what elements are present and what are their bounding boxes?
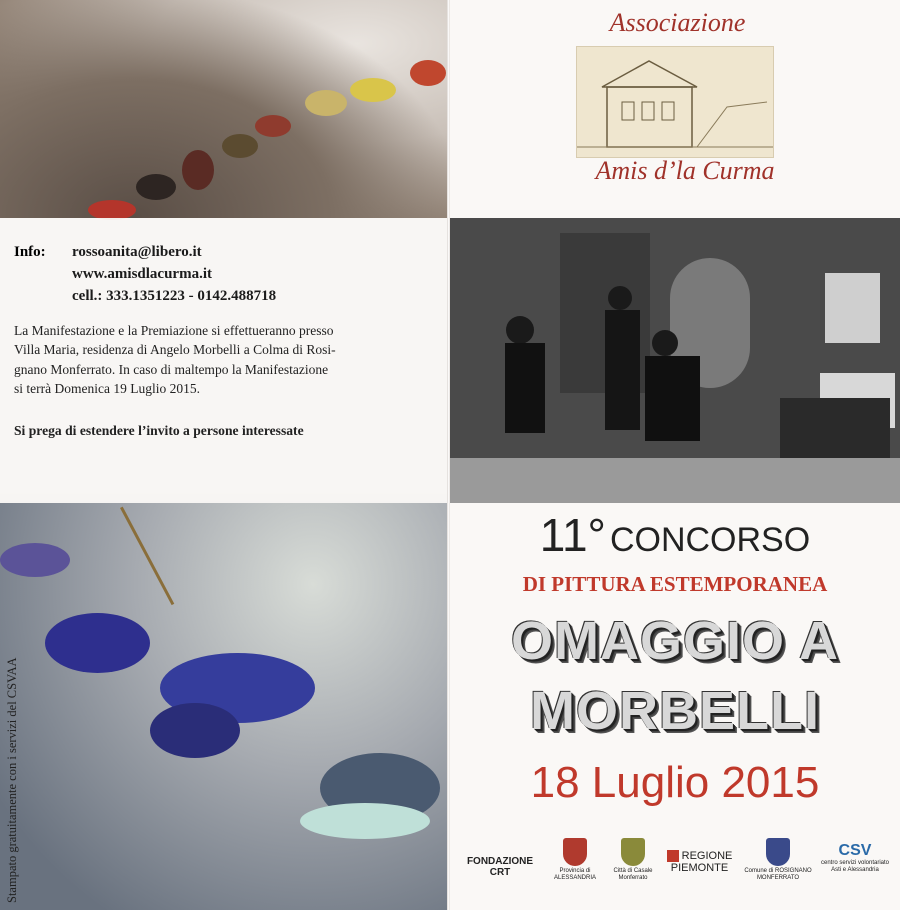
edition-title xyxy=(450,508,900,562)
sponsor-caption: Città di Casale Monferrato xyxy=(613,868,653,881)
info-section xyxy=(0,218,447,503)
historic-photo xyxy=(450,218,900,503)
tribute-line-1: OMAGGIO A xyxy=(511,611,839,671)
sponsor-caption: centro servizi volontariato Asti e Alessandria xyxy=(820,860,890,873)
sponsor-comune-rosignano xyxy=(742,838,814,882)
sponsor-fondazione-crt xyxy=(460,856,540,878)
crest-icon xyxy=(563,838,587,866)
sponsor-name: FONDAZIONE CRT xyxy=(466,856,534,878)
logo-title-bottom: Amis d’la Curma xyxy=(595,156,775,185)
email-link: rossoanita@libero.it xyxy=(72,244,202,260)
info-label: Info: xyxy=(14,244,46,260)
logo-title-top: Associazione xyxy=(609,8,746,37)
contest-word: CONCORSO xyxy=(609,521,811,559)
description-line: Villa Maria, residenza di Angelo Morbelli a Colma di Rosi- xyxy=(14,342,336,358)
event-description xyxy=(14,321,399,398)
crest-icon xyxy=(766,838,790,866)
regione-flag-icon xyxy=(667,850,679,862)
contest-subtitle: DI PITTURA ESTEMPORANEA xyxy=(522,572,828,596)
crest-icon xyxy=(621,838,645,866)
paint-palette-image-top xyxy=(0,0,447,218)
invite-note: Si prega di estendere l’invito a persone interessate xyxy=(14,423,304,438)
website-link: www.amisdlacurma.it xyxy=(72,266,212,282)
edition-number: 11° xyxy=(539,509,606,561)
tribute-line-2: MORBELLI xyxy=(530,681,820,741)
phone-numbers: cell.: 333.1351223 - 0142.488718 xyxy=(72,288,277,304)
description-line: gnano Monferrato. In caso di maltempo la Manifestazione xyxy=(14,361,329,377)
event-date: 18 Luglio 2015 xyxy=(530,758,820,807)
sponsor-caption: Provincia di ALESSANDRIA xyxy=(553,868,596,881)
csv-logo-text: CSV xyxy=(838,842,872,859)
sponsor-logos xyxy=(460,838,890,898)
description-line: La Manifestazione e la Premiazione si effettueranno presso xyxy=(14,323,334,338)
sponsor-name: REGIONE PIEMONTE xyxy=(670,850,733,875)
sponsor-provincia-alessandria xyxy=(550,838,600,882)
building-sketch-image xyxy=(576,46,774,158)
left-panel xyxy=(0,0,447,910)
sponsor-citta-casale xyxy=(608,838,658,882)
sponsor-caption: Comune di ROSIGNANO MONFERRATO xyxy=(744,868,812,881)
association-logo xyxy=(570,8,780,198)
description-line: si terrà Domenica 19 Luglio 2015. xyxy=(14,380,200,396)
printed-by-note: Stampato gratuitamente con i servizi del CSVAA xyxy=(5,657,19,903)
right-panel xyxy=(450,0,900,910)
sponsor-csv xyxy=(820,842,890,874)
paint-palette-image-bottom xyxy=(0,503,447,910)
sponsor-regione-piemonte xyxy=(662,850,737,874)
